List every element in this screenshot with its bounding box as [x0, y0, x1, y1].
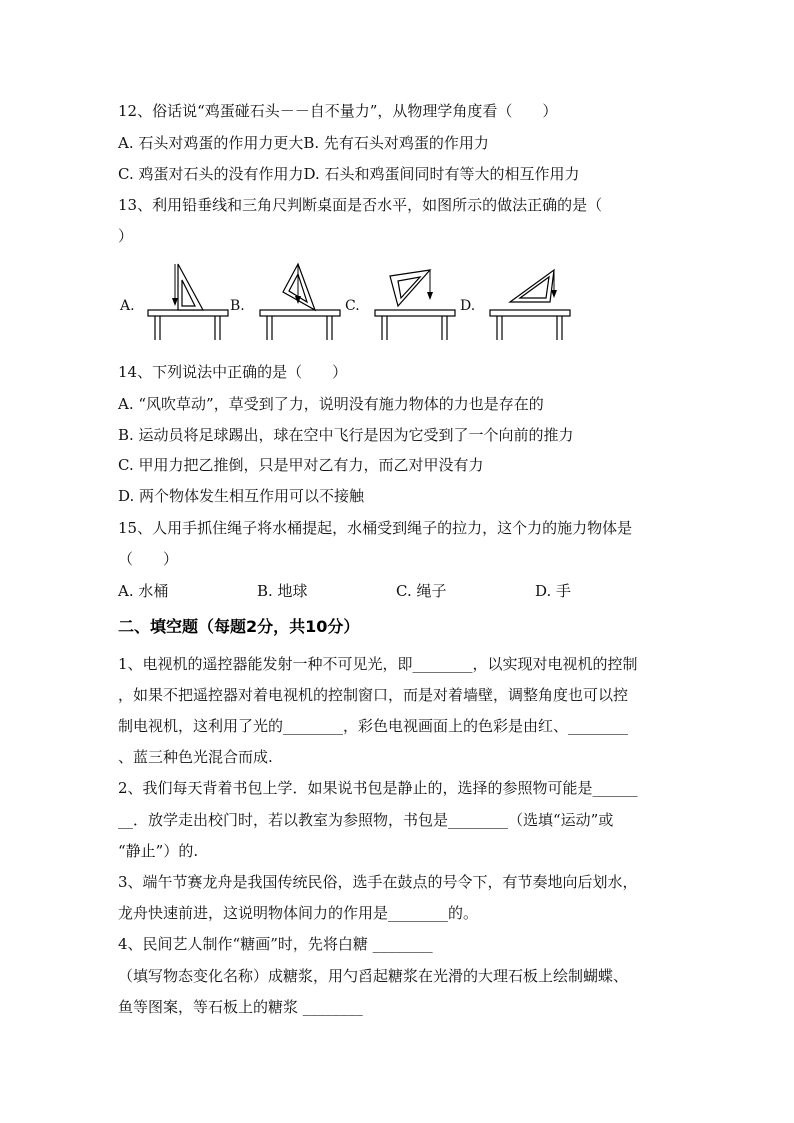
q13-figure-b — [230, 264, 340, 340]
q12-options-ab: A. 石头对鸡蛋的作用力更大B. 先有石头对鸡蛋的作用力 — [118, 134, 489, 152]
q13-figure — [118, 262, 678, 344]
q12-stem: 12、俗话说“鸡蛋碰石头－－自不量力”，从物理学角度看（ ） — [118, 102, 558, 120]
fill3-line1: 3、端午节赛龙舟是我国传统民俗，选手在鼓点的号令下，有节奏地向后划水， — [118, 873, 638, 891]
q14-stem: 14、下列说法中正确的是（ ） — [118, 363, 348, 381]
q12-options-cd: C. 鸡蛋对石头的没有作用力D. 石头和鸡蛋间同时有等大的相互作用力 — [118, 165, 580, 183]
q15-option-a: A. 水桶 — [118, 582, 169, 600]
q13-figure-a — [119, 264, 228, 340]
q13-stem-cont: ） — [118, 227, 134, 245]
q14-option-a: A. “风吹草动”，草受到了力，说明没有施力物体的力也是存在的 — [118, 395, 544, 413]
q15-stem: 15、人用手抓住绳子将水桶提起，水桶受到绳子的拉力，这个力的施力物体是 — [118, 519, 633, 537]
q14-option-d: D. 两个物体发生相互作用可以不接触 — [118, 487, 365, 505]
q13-label-a: A. — [120, 298, 135, 314]
q14-option-b: B. 运动员将足球踢出，球在空中飞行是因为它受到了一个向前的推力 — [118, 426, 574, 444]
fill1-line4: 、蓝三种色光混合而成. — [118, 748, 273, 766]
fill4-line3: 鱼等图案，等石板上的糖浆 ________ — [118, 998, 363, 1016]
fill2-line2: __．放学走出校门时，若以教室为参照物，书包是________（选填“运动”或 — [118, 811, 614, 829]
q14-option-c: C. 甲用力把乙推倒，只是甲对乙有力，而乙对甲没有力 — [118, 456, 484, 474]
fill2-line3: “静止”）的. — [118, 842, 199, 860]
fill1-line2: ，如果不把遥控器对着电视机的控制窗口，而是对着墙壁，调整角度也可以控 — [118, 686, 629, 704]
section-heading: 二、填空题（每题2分，共10分） — [118, 617, 360, 636]
q13-label-c: C. — [345, 298, 360, 314]
fill1-line3: 制电视机，这利用了光的________，彩色电视画面上的色彩是由红、________ — [118, 717, 629, 735]
q13-figure-c — [345, 270, 455, 340]
q13-stem: 13、利用铅垂线和三角尺判断桌面是否水平，如图所示的做法正确的是（ — [118, 196, 603, 214]
fill1-line1: 1、电视机的遥控器能发射一种不可见光，即________，以实现对电视机的控制 — [118, 655, 638, 673]
q15-option-b: B. 地球 — [257, 582, 308, 600]
fill2-line1: 2、我们每天背着书包上学．如果说书包是静止的，选择的参照物可能是______ — [118, 779, 638, 797]
q15-stem-cont: （ ） — [118, 550, 179, 568]
fill3-line2: 龙舟快速前进，这说明物体间力的作用是________的。 — [118, 904, 479, 922]
fill4-line1: 4、民间艺人制作“糖画”时，先将白糖 ________ — [118, 935, 433, 953]
q15-option-c: C. 绳子 — [396, 582, 447, 600]
q13-label-d: D. — [460, 298, 476, 314]
q15-option-d: D. 手 — [535, 582, 572, 600]
q13-label-b: B. — [230, 298, 245, 314]
fill4-line2: （填写物态变化名称）成糖浆，用勺舀起糖浆在光滑的大理石板上绘制蝴蝶、 — [118, 967, 629, 985]
q13-figure-d — [460, 270, 570, 340]
